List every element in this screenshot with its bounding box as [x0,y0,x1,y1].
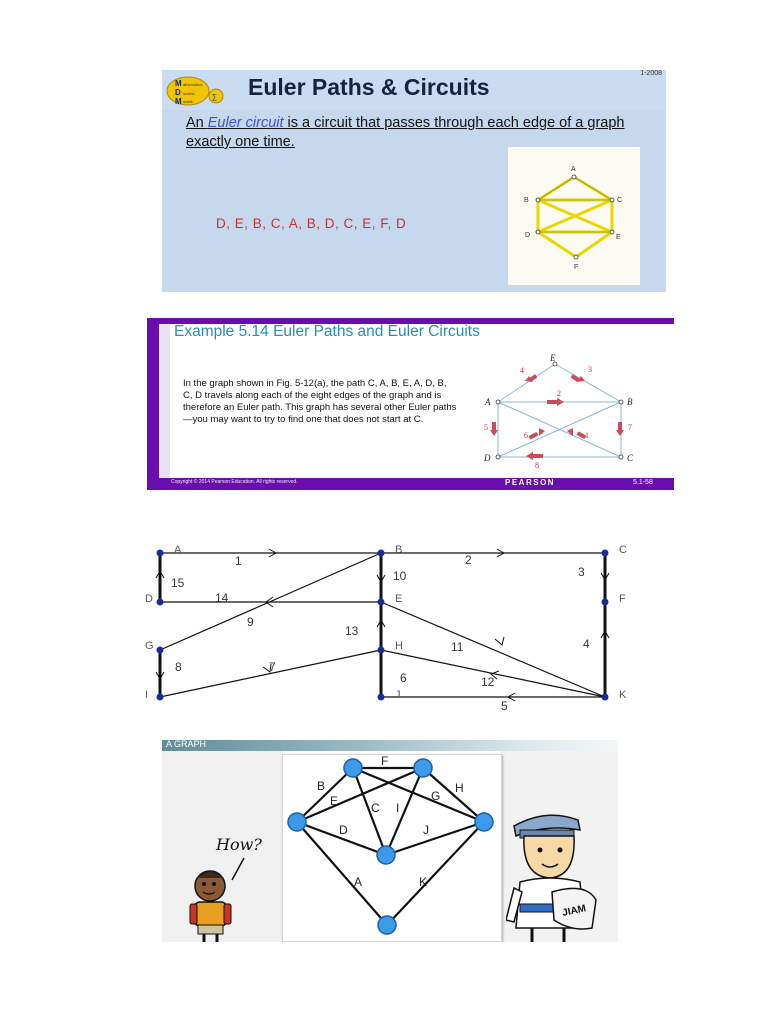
edge-num-6: 6 [524,431,528,440]
svg-text:M: M [175,79,182,88]
edge-label-i: I [396,801,400,815]
edge-label-5: 5 [501,699,508,713]
edge-label-1: 1 [235,554,242,568]
vertex-a: A [174,544,182,556]
arrow-7 [616,430,624,436]
edge-df [538,232,576,257]
edge-label-13: 13 [345,624,359,638]
edge-num-8: 8 [535,461,539,470]
edge-label-b: B [317,779,326,793]
circuit-sequence: D, E, B, C, A, B, D, C, E, F, D [216,216,407,231]
edge-label-9: 9 [247,615,254,629]
vertex-d: D [145,593,153,605]
arrow-5 [490,430,498,436]
edge-num-5: 5 [484,423,488,432]
vertex-label-b: B [524,197,529,204]
example-body-text: In the graph shown in Fig. 5-12(a), the path C, A, B, E, A, D, B, C, D travels along each of the eight edges of the graph and is therefore an Euler path. This graph has several other Euler paths—you may want to try to find one that does not start at C. [183,378,457,425]
edge-label-3: 3 [578,565,585,579]
edge-e-a [498,364,555,402]
arrow-2 [557,398,564,406]
edge-label-11: 11 [451,640,464,654]
euler-path-diagram [469,354,659,472]
edge-a [297,822,387,925]
vertex-j: J [395,689,401,701]
svg-text:athematics: athematics [183,82,203,87]
definition-term: Euler circuit [207,115,284,131]
svg-text:M: M [175,97,182,106]
svg-text:∑: ∑ [212,94,217,101]
publisher-brand: PEARSON [505,478,556,487]
edge-b [297,768,353,822]
svg-text:iscrete: iscrete [183,91,195,96]
mail-carrier-illustration [506,808,612,942]
edge-c [353,768,386,855]
edge-label-j: J [423,823,429,837]
vertex-b: B [395,544,403,556]
edge-label-a: A [354,875,363,889]
vertex-label-a: A [571,166,576,173]
vertex-d: D [484,453,491,463]
slide-title: Euler Paths & Circuits [248,74,490,100]
edge-label-d: D [339,823,348,837]
graph-figure [508,147,640,285]
how-speech-text: How? [216,835,262,854]
edge-label-2: 2 [465,553,472,567]
vertex-k: K [619,689,627,701]
edge-label-e: E [330,794,339,808]
edge-num-3: 3 [588,365,592,374]
numbered-euler-graph [145,540,635,716]
vertex-e: E [395,593,403,605]
edge-label-f: F [381,755,389,768]
left-accent-bar [147,318,159,490]
vertex-label-f: F [574,264,579,271]
cartoon-graph-slide [162,740,618,942]
vertex-label-c: C [617,197,623,204]
edge-label-7: 7 [269,660,276,674]
left-lavender-strip [159,324,170,490]
header-title: A GRAPH [166,740,207,749]
definition-rest: is a circuit that passes through each edge of a graph exactly one time. [186,115,625,150]
edge-label-12: 12 [481,675,495,689]
definition-prefix: An [186,115,208,131]
vertex-a: A [485,397,491,407]
edge-label-14: 14 [215,591,229,605]
arrow-8 [526,452,533,460]
numbered-graph-diagram [145,540,635,716]
edge-num-1: 1 [585,431,589,440]
edge-label-h: H [455,781,464,795]
arrow-1 [567,428,573,436]
vertex-c: C [627,453,634,463]
edge-label-c: C [371,801,380,815]
edge-label-g: G [431,789,441,803]
edge-ef [576,232,612,257]
mailbag-label: JIAM [561,903,588,919]
example-title: Example 5.14 Euler Paths and Euler Circuits [174,323,480,340]
pearson-example-slide [147,318,674,490]
edge-num-4: 4 [520,366,524,375]
euler-circuit-slide [162,70,666,292]
mdm-logo [166,76,226,106]
arrow-6 [539,428,545,436]
vertex-f: F [619,593,626,605]
confused-child-illustration [180,820,272,942]
euler-graph-diagram [508,147,640,285]
vertex-e: E [550,354,556,363]
vertex-g: G [145,640,154,652]
copyright-text: Copyright © 2014 Pearson Education. All rights reserved. [171,479,298,485]
slide-corner-mark: 1-2008 [640,70,662,77]
edge-label-10: 10 [393,569,407,583]
cartoon-graph-diagram [283,755,501,941]
vertex-c: C [619,544,627,556]
slide-number: 5.1-58 [633,479,653,486]
slide-header [162,740,618,751]
svg-text:odels: odels [183,99,193,104]
edge-num-2: 2 [557,389,561,398]
svg-text:D: D [175,88,181,97]
vertex-h: H [395,640,403,652]
vertex-label-d: D [525,232,531,239]
edge-label-k: K [419,875,428,889]
edge-label-15: 15 [171,576,185,590]
vertex-b: B [627,397,633,407]
vertex-label-e: E [616,234,621,241]
edge-num-7: 7 [628,423,632,432]
graph-card [282,754,502,942]
vertex-i: I [145,689,149,701]
slide-footer [147,478,674,490]
edge-label-4: 4 [583,637,590,651]
edge-label-6: 6 [400,671,407,685]
edge-label-8: 8 [175,660,182,674]
